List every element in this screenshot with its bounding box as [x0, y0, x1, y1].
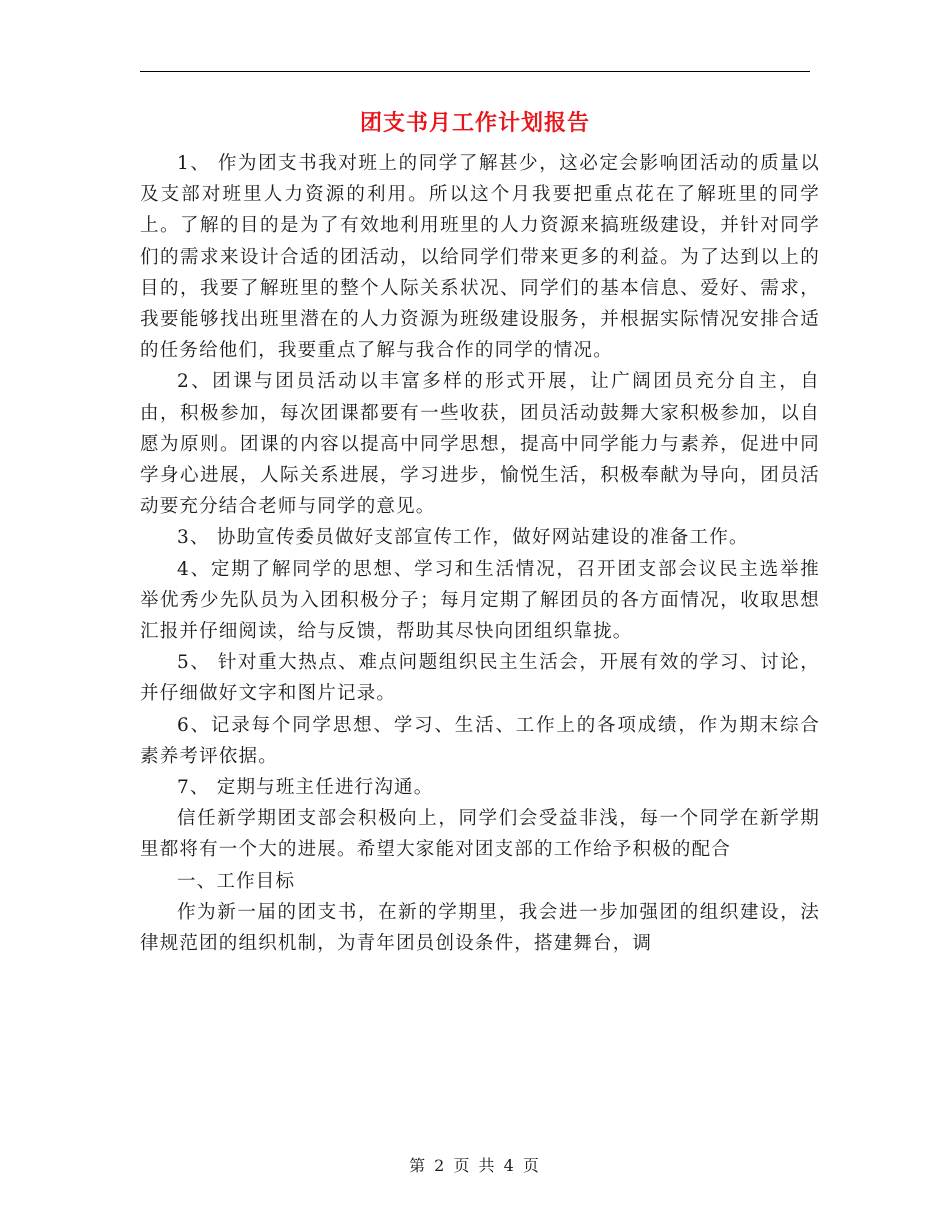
paragraph-1: 1、 作为团支书我对班上的同学了解甚少，这必定会影响团活动的质量以及支部对班里人力资源的利用。所以这个月我要把重点花在了解班里的同学上。了解的目的是为了有效地利用班里的人力资源来搞班级建设，并针对同学们的需求来设计合适的团活动，以给同学们带来更多的利益。为了达到以上的目的，我要了解班里的整个人际关系状况、同学们的基本信息、爱好、需求，我要能够找出班里潜在的人力资源为班级建设服务，并根据实际情况安排合适的任务给他们，我要重点了解与我合作的同学的情况。 — [140, 153, 820, 362]
section-heading-goals: 一、工作目标 — [177, 870, 296, 892]
paragraph-conclusion: 信任新学期团支部会积极向上，同学们会受益非浅，每一个同学在新学期里都将有一个大的进展。希望大家能对团支部的工作给予积极的配合 — [140, 808, 820, 861]
paragraph-6: 6、记录每个同学思想、学习、生活、工作上的各项成绩，作为期末综合素养考评依据。 — [140, 714, 820, 767]
paragraph-5: 5、 针对重大热点、难点问题组织民主生活会，开展有效的学习、讨论，并仔细做好文字和图片记录。 — [140, 652, 820, 705]
document-body — [140, 148, 820, 959]
paragraph-goals: 作为新一届的团支书，在新的学期里，我会进一步加强团的组织建设，法律规范团的组织机制，为青年团员创设条件，搭建舞台，调 — [140, 901, 820, 955]
header-rule — [140, 71, 810, 72]
paragraph-3: 3、 协助宣传委员做好支部宣传工作，做好网站建设的准备工作。 — [177, 527, 749, 549]
paragraph-2: 2、团课与团员活动以丰富多样的形式开展，让广阔团员充分自主，自由，积极参加，每次团课都要有一些收获，团员活动鼓舞大家积极参加，以自愿为原则。团课的内容以提高中同学思想，提高中同学能力与素养，促进中同学身心进展，人际关系进展，学习进步，愉悦生活，积极奉献为导向，团员活动要充分结合老师与同学的意见。 — [140, 371, 820, 518]
page-footer: 第 2 页 共 4 页 — [409, 1156, 541, 1175]
paragraph-7: 7、 定期与班主任进行沟通。 — [177, 777, 434, 799]
document-title: 团支书月工作计划报告 — [359, 110, 590, 136]
paragraph-4: 4、定期了解同学的思想、学习和生活情况，召开团支部会议民主选举推举优秀少先队员为入团积极分子；每月定期了解团员的各方面情况，收取思想汇报并仔细阅读，给与反馈，帮助其尽快向团组织靠拢。 — [140, 558, 820, 643]
